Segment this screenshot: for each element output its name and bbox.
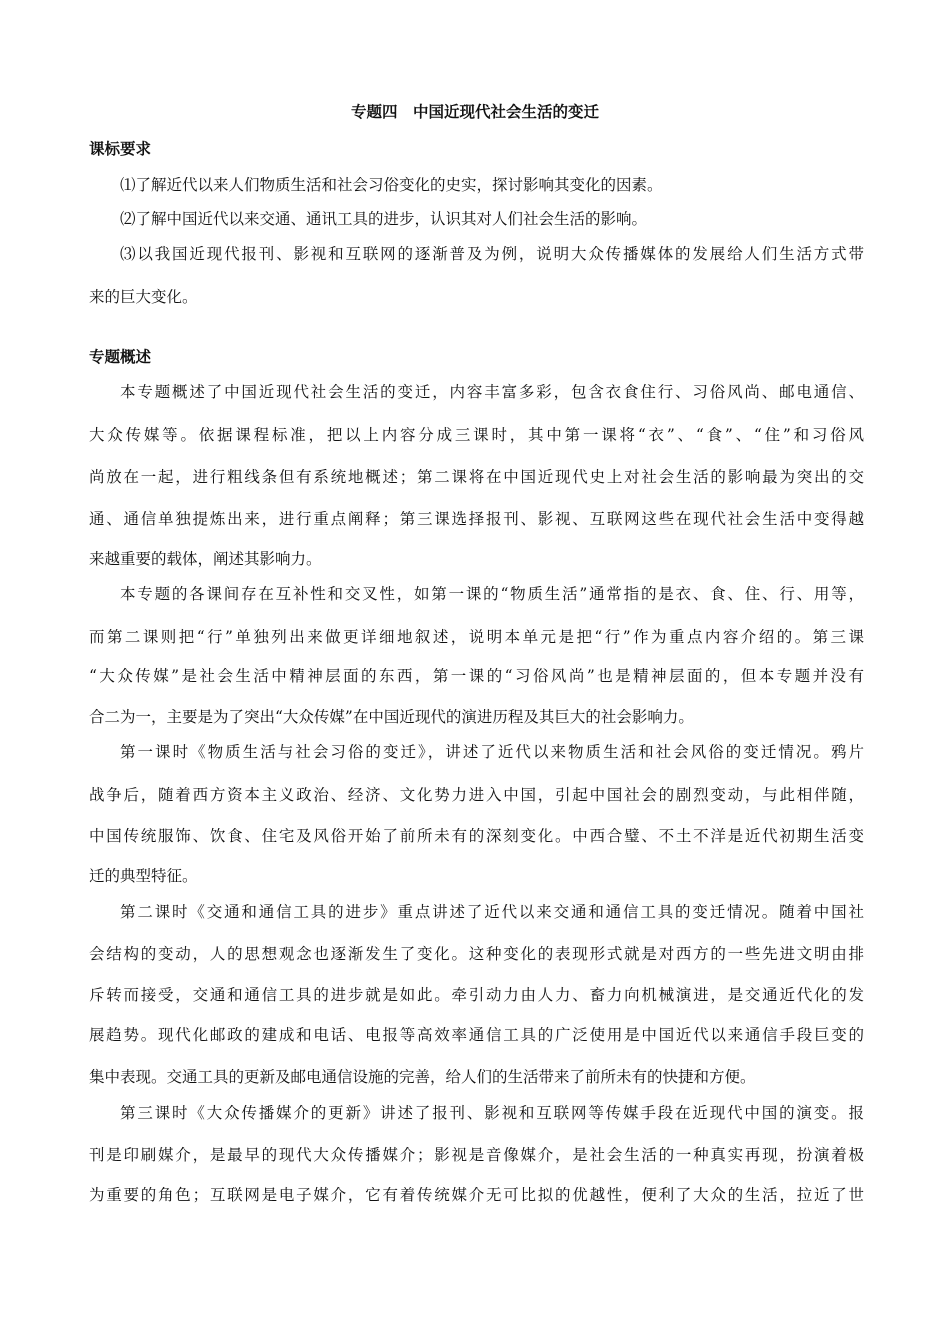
overview-line: 通、通信单独提炼出来，进行重点阐释；第三课选择报刊、影视、互联网这些在现代社会生活中变得越: [89, 510, 864, 528]
overview-line: 展趋势。现代化邮政的建成和电话、电报等高效率通信工具的广泛使用是中国近代以来通信手段巨变的: [89, 1026, 864, 1044]
overview-line: 迁的典型特征。: [89, 867, 198, 885]
overview-line: 为重要的角色；互联网是电子媒介，它有着传统媒介无可比拟的优越性，便利了大众的生活，拉近了世: [89, 1186, 864, 1204]
overview-line: 斥转而接受，交通和通信工具的进步就是如此。牵引动力由人力、畜力向机械演进，是交通近代化的发: [89, 986, 864, 1004]
overview-line: 本专题的各课间存在互补性和交叉性，如第一课的“物质生活”通常指的是衣、食、住、行、用等，: [120, 585, 864, 603]
overview-line: 集中表现。交通工具的更新及邮电通信设施的完善，给人们的生活带来了前所未有的快捷和方便。: [89, 1068, 756, 1086]
overview-line: 来越重要的载体，阐述其影响力。: [89, 550, 322, 568]
overview-line: 而第二课则把“行”单独列出来做更详细地叙述，说明本单元是把“行”作为重点内容介绍的。第三课: [89, 628, 864, 646]
section-heading-overview: 专题概述: [89, 348, 152, 366]
overview-line: 第一课时《物质生活与社会习俗的变迁》，讲述了近代以来物质生活和社会风俗的变迁情况。鸦片: [120, 743, 864, 761]
overview-line: “大众传媒”是社会生活中精神层面的东西，第一课的“习俗风尚”也是精神层面的，但本专题并没有: [89, 667, 864, 685]
overview-line: 第三课时《大众传播媒介的更新》讲述了报刊、影视和互联网等传媒手段在近现代中国的演变。报: [120, 1104, 864, 1122]
overview-line: 大众传媒等。依据课程标准，把以上内容分成三课时，其中第一课将“衣”、“食”、“住”和习俗风: [89, 426, 864, 444]
overview-line: 刊是印刷媒介，是最早的现代大众传播媒介；影视是音像媒介，是社会生活的一种真实再现，扮演着极: [89, 1146, 864, 1164]
curriculum-item-3-cont: 来的巨大变化。: [89, 288, 198, 306]
curriculum-item-1: ⑴了解近代以来人们物质生活和社会习俗变化的史实，探讨影响其变化的因素。: [120, 176, 663, 194]
overview-line: 第二课时《交通和通信工具的进步》重点讲述了近代以来交通和通信工具的变迁情况。随着中国社: [120, 903, 864, 921]
page-title: 专题四 中国近现代社会生活的变迁: [350, 103, 599, 121]
curriculum-item-3: ⑶以我国近现代报刊、影视和互联网的逐渐普及为例，说明大众传播媒体的发展给人们生活方式带: [120, 245, 864, 263]
overview-line: 战争后，随着西方资本主义政治、经济、文化势力进入中国，引起中国社会的剧烈变动，与此相伴随，: [89, 786, 864, 804]
overview-line: 会结构的变动，人的思想观念也逐渐发生了变化。这种变化的表现形式就是对西方的一些先进文明由排: [89, 945, 864, 963]
overview-line: 尚放在一起，进行粗线条但有系统地概述；第二课将在中国近现代史上对社会生活的影响最为突出的交: [89, 468, 864, 486]
section-heading-curriculum: 课标要求: [89, 140, 152, 158]
overview-line: 中国传统服饰、饮食、住宅及风俗开始了前所未有的深刻变化。中西合璧、不土不洋是近代初期生活变: [89, 827, 864, 845]
overview-line: 合二为一，主要是为了突出“大众传媒”在中国近现代的演进历程及其巨大的社会影响力。: [89, 708, 694, 726]
overview-line: 本专题概述了中国近现代社会生活的变迁，内容丰富多彩，包含衣食住行、习俗风尚、邮电通信、: [120, 383, 864, 401]
curriculum-item-2: ⑵了解中国近代以来交通、通讯工具的进步，认识其对人们社会生活的影响。: [120, 210, 648, 228]
